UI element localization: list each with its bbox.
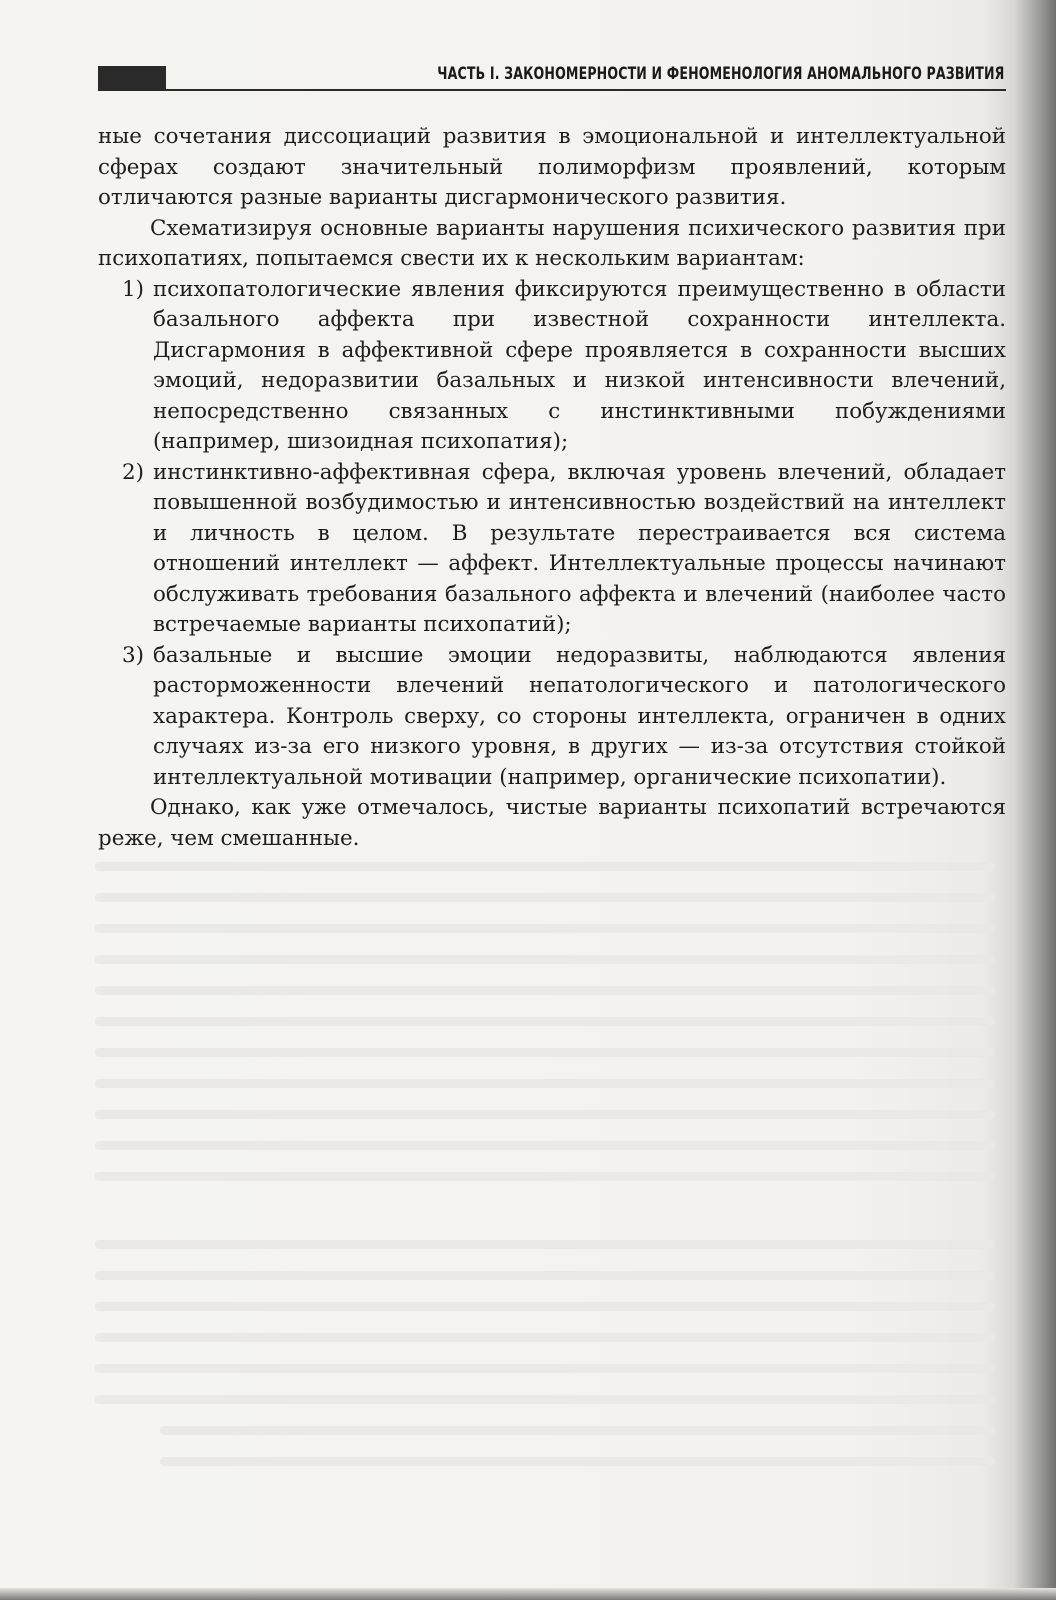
list-item-number: 1): [122, 276, 144, 302]
page-bottom-shadow: [0, 1588, 1056, 1600]
show-through-line: [95, 1395, 995, 1404]
list-item-text: психопатологические явления фиксируются преимущественно в области базального аффекта при известной сохранности интеллекта. Дисгармония в аффективной сфере проявляется в сохранности высших эмоций, недоразвитии базальных и низкой интенсивности влечений, непосредственно связанных с инстинктивными побуждениями (например, шизоидная психопатия);: [153, 276, 1006, 454]
list-item-text: базальные и высшие эмоции недоразвиты, наблюдаются явления расторможенности влечений непатологического и патологического характера. Контроль сверху, со стороны интеллекта, ограничен в одних случаях из-за его низкого уровня, в других — из-за отсутствия стойкой интеллектуальной мотивации (например, органические психопатии).: [153, 642, 1006, 790]
show-through-line: [95, 1110, 995, 1119]
show-through-line: [95, 1079, 995, 1088]
body-text: [98, 122, 1006, 854]
show-through-line: [95, 862, 995, 871]
show-through-line: [95, 1172, 995, 1181]
show-through-line: [95, 893, 995, 902]
list-item-text: инстинктивно-аффективная сфера, включая уровень влечений, обладает повышенной возбудимостью и интенсивностью воздействий на интеллект и личность в целом. В результате перестраивается вся система отношений интеллект — аффект. Интеллектуальные процессы начинают обслуживать требования базального аффекта и влечений (наиболее часто встречаемые варианты психопатий);: [153, 459, 1006, 637]
list-item-number: 2): [122, 459, 144, 485]
paragraph-conclusion: Однако, как уже отмечалось, чистые варианты психопатий встречаются реже, чем смешанные.: [98, 795, 1006, 851]
show-through-line: [95, 1141, 995, 1150]
list-item: [98, 458, 1006, 641]
show-through-line: [160, 1426, 995, 1435]
show-through-line: [95, 1240, 995, 1249]
list-item-number: 3): [122, 642, 144, 668]
show-through-line: [95, 924, 995, 933]
header-tab-mark: [98, 66, 166, 90]
show-through-line: [95, 1271, 995, 1280]
show-through-line: [160, 1457, 995, 1466]
show-through-line: [95, 1048, 995, 1057]
running-head: ЧАСТЬ I. ЗАКОНОМЕРНОСТИ И ФЕНОМЕНОЛОГИЯ АНОМАЛЬНОГО РАЗВИТИЯ: [436, 64, 1004, 84]
paragraph-continued: ные сочетания диссоциаций развития в эмоциональной и интеллектуальной сферах создают значительный полиморфизм проявлений, которым отличаются разные варианты дисгармонического развития.: [98, 124, 1006, 210]
show-through-line: [95, 986, 995, 995]
paragraph-intro: Схематизируя основные варианты нарушения психического развития при психопатиях, попытаемся свести их к нескольким вариантам:: [98, 215, 1006, 271]
show-through-line: [95, 1333, 995, 1342]
show-through-line: [95, 1017, 995, 1026]
show-through-line: [95, 955, 995, 964]
show-through-line: [95, 1302, 995, 1311]
list-item: [98, 275, 1006, 458]
header-rule: [98, 89, 1006, 91]
list-item: [98, 641, 1006, 794]
show-through-line: [95, 1364, 995, 1373]
